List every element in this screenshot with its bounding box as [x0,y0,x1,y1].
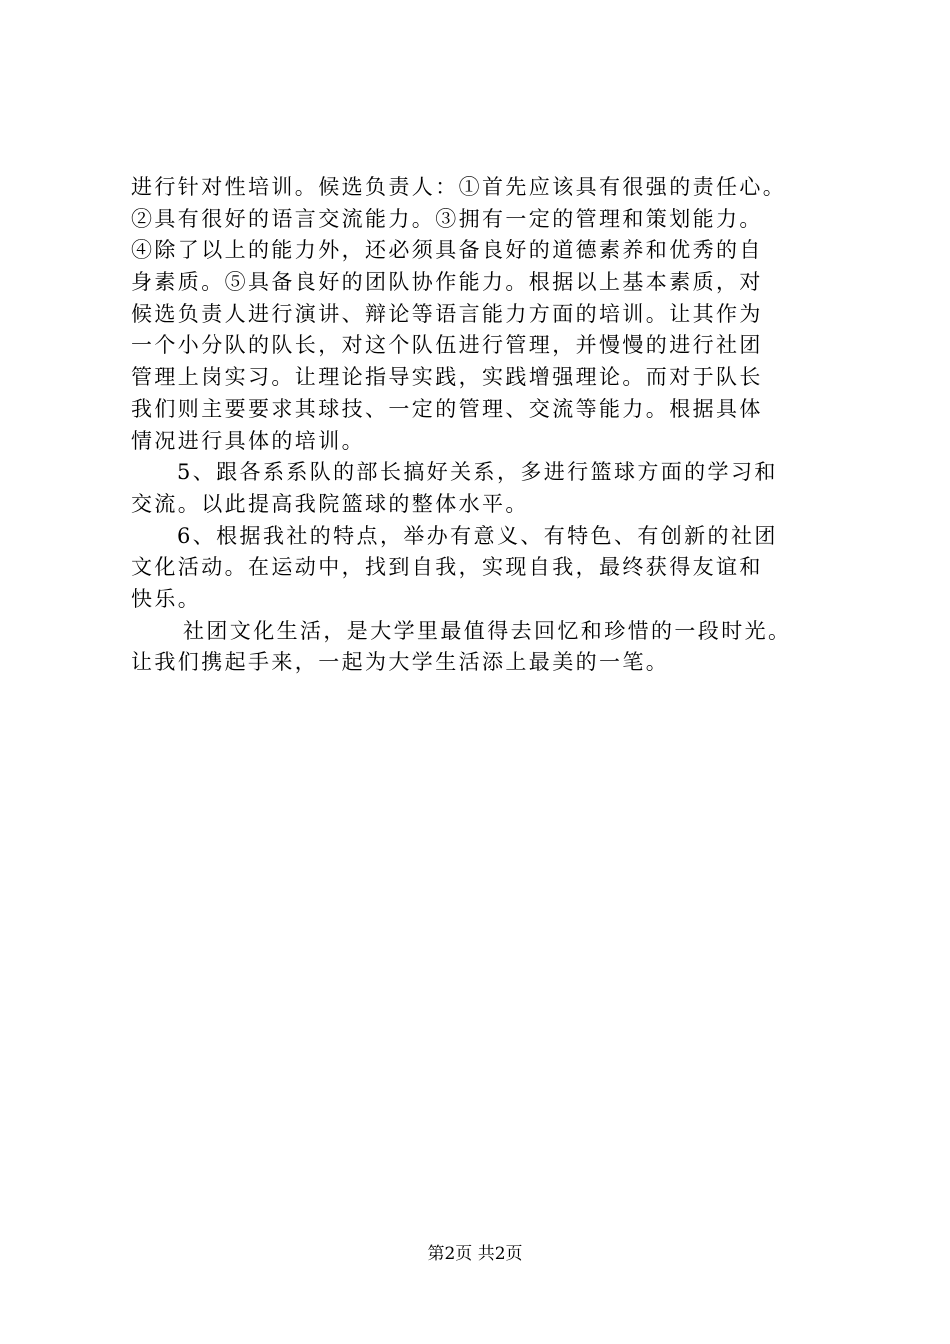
text-line: 我们则主要要求其球技、一定的管理、交流等能力。根据具体 [131,396,763,421]
text-line: 让我们携起手来，一起为大学生活添上最美的一笔。 [131,650,670,675]
page-number-footer: 第2页 共2页 [427,1244,523,1264]
text-line: 身素质。⑤具备良好的团队协作能力。根据以上基本素质，对 [131,270,763,295]
text-line: 进行针对性培训。候选负责人：①首先应该具有很强的责任心。 [131,175,787,199]
list-item-6-line: 6、根据我社的特点，举办有意义、有特色、有创新的社团 [177,523,778,548]
text-line: 候选负责人进行演讲、辩论等语言能力方面的培训。让其作为 [131,301,763,326]
text-line: 一个小分队的队长，对这个队伍进行管理，并慢慢的进行社团 [131,333,763,358]
document-body [131,172,851,679]
list-item-5-line: 5、跟各系系队的部长搞好关系，多进行篮球方面的学习和 [177,460,778,485]
text-line: 文化活动。在运动中，找到自我，实现自我，最终获得友谊和 [131,555,763,580]
closing-paragraph-line: 社团文化生活，是大学里最值得去回忆和珍惜的一段时光。 [183,618,792,643]
text-line: ②具有很好的语言交流能力。③拥有一定的管理和策划能力。 [131,206,763,231]
text-line: 交流。以此提高我院篮球的整体水平。 [131,491,529,516]
text-line: 管理上岗实习。让理论指导实践，实践增强理论。而对于队长 [131,365,763,390]
text-line: 情况进行具体的培训。 [131,428,365,453]
text-line: ④除了以上的能力外，还必须具备良好的道德素养和优秀的自 [131,238,763,263]
text-line: 快乐。 [131,586,202,611]
